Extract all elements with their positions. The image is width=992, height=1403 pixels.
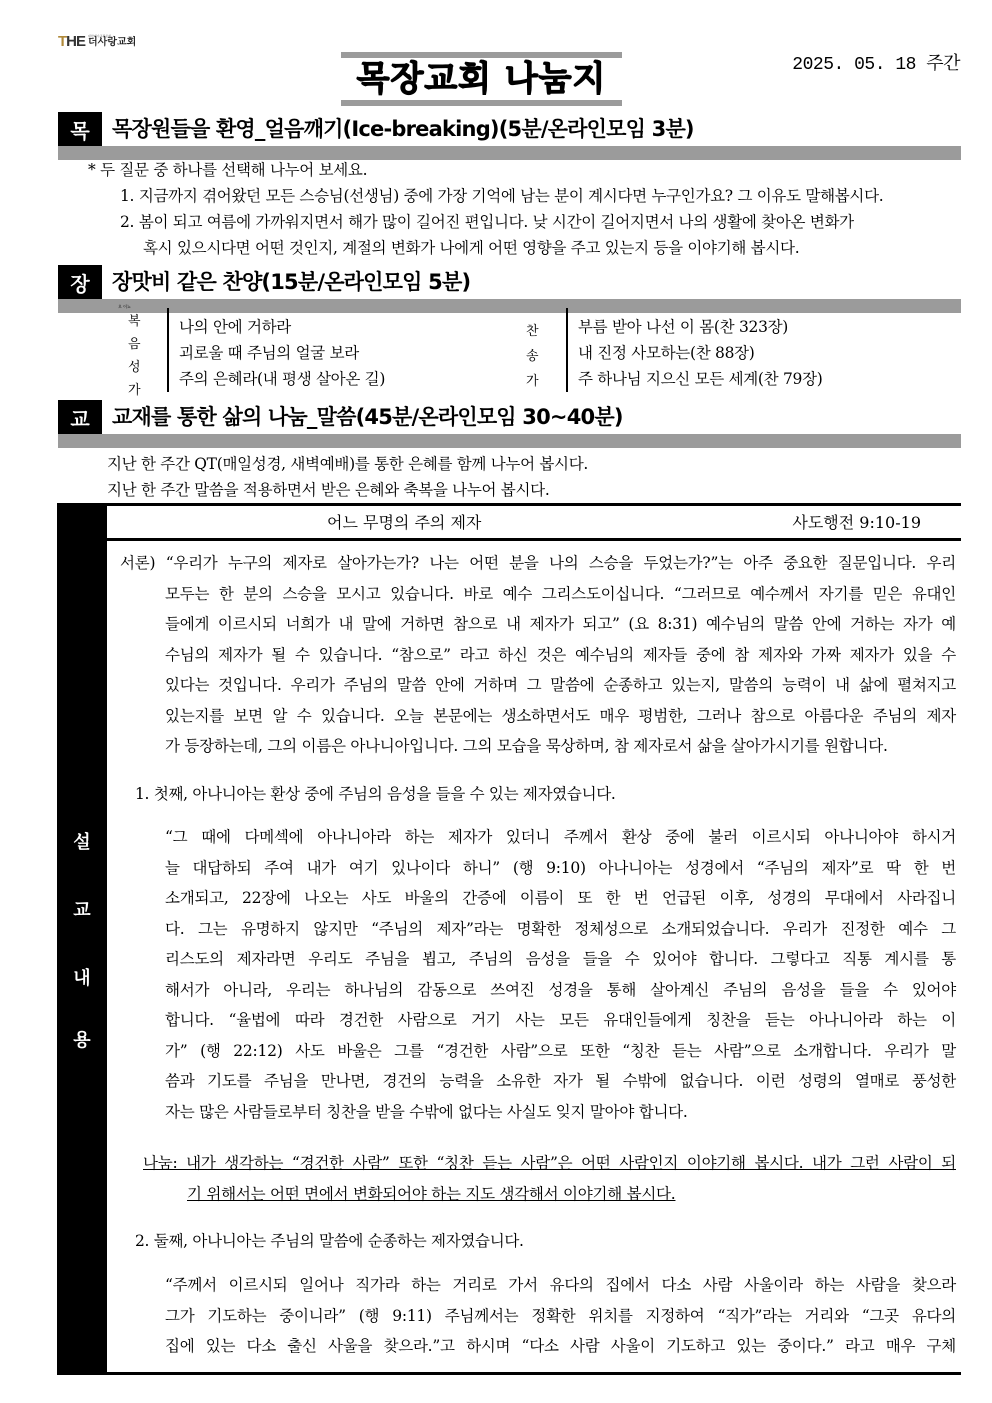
icebreaking-question-2-cont: 혹시 있으시다면 어떤 것인지, 계절의 변화가 나에게 어떤 영향을 주고 있는지 등을 이야기해 봅시다. bbox=[143, 239, 800, 257]
qt-sharing-prompt: 지난 한 주간 QT(매일성경, 새벽예배)를 통한 은혜를 함께 나누어 봅시다. bbox=[107, 455, 589, 473]
section-praise-header bbox=[58, 265, 961, 313]
sermon-bottom-rule bbox=[57, 1372, 961, 1375]
gospel-song: 주의 은혜라(내 평생 살아온 길) bbox=[179, 370, 386, 388]
sermon-title-rule bbox=[107, 538, 961, 541]
logo-mark: THE bbox=[58, 33, 86, 50]
side-label-char: 내 bbox=[73, 968, 91, 989]
side-label-char: 설 bbox=[73, 832, 91, 853]
section-badge: 목 bbox=[58, 112, 102, 146]
section-divider-bar bbox=[58, 434, 961, 448]
section-title: 목장원들을 환영_얼음깨기(Ice-breaking)(5분/온라인모임 3분) bbox=[112, 117, 694, 141]
section-icebreaking-header bbox=[58, 112, 961, 160]
hymn: 내 진정 사모하는(찬 88장) bbox=[578, 344, 755, 362]
church-logo bbox=[58, 33, 136, 50]
point-1-body: “그 때에 다메섹에 아나니아라 하는 제자가 있더니 주께서 환상 중에 불러 이르시되 아나니아야 하시거 늘 대답하되 주여 내가 여기 있나이다 하니” (행 9:10) 아나니아는 성경에서 “주님의 제자”로 딱 한 번 소개되고, 22장에 나오는 사도 바울의 간증에 이름이 또 한 번 언급된 이후, 성경의 무대에서 사라집니 다. 그는 유명하지 않지만 “주님의 제자”라는 명확한 정체성으로 소개되었습니다. 우리가 진정한 예수 그 리스도의 제자라면 우리도 주님을 뵙고, 주님의 음성을 들을 수 있어야 합니다. 그렇다고 직통 계시를 통 해서가 아니라, 우리는 하나님의 감동으로 쓰여진 성경을 통해 살아계신 주님의 음성을 들을 수 있어야 합니다. “율법에 따라 경건한 사람으로 거기 사는 모든 유대인들에게 칭찬을 듣는 아나니아라 하는 이 가” (행 22:12) 사도 바울은 그를 “경건한 사람”으로 또한 “칭찬 듣는 사람”으로 소개합니다. 우리가 말 씀과 기도를 주님을 만나면, 경건의 능력을 소유한 자가 될 수밖에 없습니다. 이런 성령의 열매로 풍성한 자는 많은 사람들로부터 칭찬을 받을 수밖에 없다는 사실도 잊지 말아야 합니다. bbox=[165, 828, 956, 1121]
column-divider bbox=[566, 308, 568, 392]
sharing-question-cont: 기 위해서는 어떤 면에서 변화되어야 하는 지도 생각해서 이야기해 봅시다. bbox=[187, 1184, 676, 1203]
section-word-header bbox=[58, 400, 961, 448]
word-sharing-prompt: 지난 한 주간 말씀을 적용하면서 받은 은혜와 축복을 나누어 봅시다. bbox=[107, 481, 550, 499]
song-list-table bbox=[58, 304, 961, 398]
sharing-question: 나눔: 내가 생각하는 “경건한 사람” 또한 “칭찬 듣는 사람”은 어떤 사람인지 이야기해 봅시다. 내가 그런 사람이 되 bbox=[143, 1154, 956, 1172]
sermon-title: 어느 무명의 주의 제자 bbox=[327, 513, 482, 532]
sermon-side-label-bar bbox=[57, 503, 107, 1374]
column-divider bbox=[167, 308, 169, 392]
sermon-intro: 서론) “우리가 누구의 제자로 살아가는가? 나는 어떤 분을 나의 스승을 두었는가?”는 아주 중요한 질문입니다. 우리 bbox=[120, 554, 956, 572]
tiny-label: 오 이뇨 bbox=[118, 304, 131, 309]
hymn-list bbox=[578, 314, 823, 392]
page-title-block bbox=[341, 52, 622, 106]
sermon-intro-cont: 모두는 한 분의 스승을 모시고 있습니다. 바로 예수 그리스도이십니다. “그러므로 예수께서 자기를 믿은 유대인 들에게 이르시되 너희가 내 말에 거하면 참으로 내 제자가 되고” (요 8:31) 예수님의 말씀 안에 거하는 자가 예 수님의 제자가 될 수 있습니다. “참으로” 라고 하신 것은 예수님의 제자들 중에 참 제자와 가짜 제자가 있을 수 있다는 것입니다. 우리가 주님의 말씀 안에 거하며 그 말씀에 순종하고 있는지, 말씀의 능력이 내 삶에 펼쳐지고 있는지를 보면 알 수 있습니다. 오늘 본문에는 생소하면서도 매우 평범한, 그러나 참으로 아름다운 주님의 제자 가 등장하는데, 그의 이름은 아나니아입니다. 그의 모습을 묵상하며, 참 제자로서 삶을 살아가시기를 원합니다. bbox=[165, 584, 956, 755]
side-label-char: 교 bbox=[73, 900, 91, 921]
logo-denomination: 대한예수교장로회 bbox=[88, 34, 112, 38]
point-2-body: “주께서 이르시되 일어나 직가라 하는 거리로 가서 유다의 집에서 다소 사람 사울이라 하는 사람을 찾으라 그가 기도하는 중이니라” (행 9:11) 주님께서는 정확한 위치를 지정하여 “직가”라는 거리와 “그곳 유다의 집에 있는 다소 출신 사울을 찾으라.”고 하시며 “다소 사람 사울이 기도하고 있는 중이다.” 라고 매우 구체 bbox=[165, 1276, 956, 1355]
section-badge: 교 bbox=[58, 400, 102, 434]
scripture-reference: 사도행전 9:10-19 bbox=[792, 513, 921, 532]
sermon-title-row bbox=[107, 506, 961, 536]
side-label-char: 용 bbox=[73, 1030, 91, 1051]
point-2-heading: 2. 둘째, 아나니아는 주님의 말씀에 순종하는 제자였습니다. bbox=[135, 1232, 524, 1250]
week-date: 2025. 05. 18 주간 bbox=[792, 55, 960, 75]
point-1-heading: 1. 첫째, 아나니아는 환상 중에 주님의 음성을 들을 수 있는 제자였습니다. bbox=[135, 785, 616, 803]
icebreaking-question-1: 1. 지금까지 겪어왔던 모든 스승님(선생님) 중에 가장 기억에 남는 분이 계시다면 누구인가요? 그 이유도 말해봅시다. bbox=[120, 187, 884, 205]
page-title: 목장교회 나눔지 bbox=[356, 59, 607, 99]
gospel-song: 괴로울 때 주님의 얼굴 보라 bbox=[179, 344, 359, 362]
logo-church-name: 더사랑교회 bbox=[88, 37, 137, 48]
section-title: 장맛비 같은 찬양(15분/온라인모임 5분) bbox=[112, 270, 471, 294]
gospel-song: 나의 안에 거하라 bbox=[179, 318, 291, 336]
icebreaking-question-2: 2. 봄이 되고 여름에 가까워지면서 해가 많이 길어진 편입니다. 낮 시간이 길어지면서 나의 생활에 찾아온 변화가 bbox=[120, 213, 854, 231]
section-title: 교재를 통한 삶의 나눔_말씀(45분/온라인모임 30~40분) bbox=[112, 405, 623, 429]
hymn-label: 찬 송 가 bbox=[526, 324, 539, 389]
gospel-song-label: 복 음 성 가 bbox=[128, 314, 141, 398]
icebreaking-note: * 두 질문 중 하나를 선택해 나누어 보세요. bbox=[88, 161, 368, 179]
title-bottom-bar bbox=[341, 100, 622, 106]
hymn: 주 하나님 지으신 모든 세계(찬 79장) bbox=[578, 370, 823, 388]
hymn: 부름 받아 나선 이 몸(찬 323장) bbox=[578, 318, 789, 336]
gospel-song-list bbox=[179, 314, 385, 392]
section-badge: 장 bbox=[58, 265, 102, 299]
